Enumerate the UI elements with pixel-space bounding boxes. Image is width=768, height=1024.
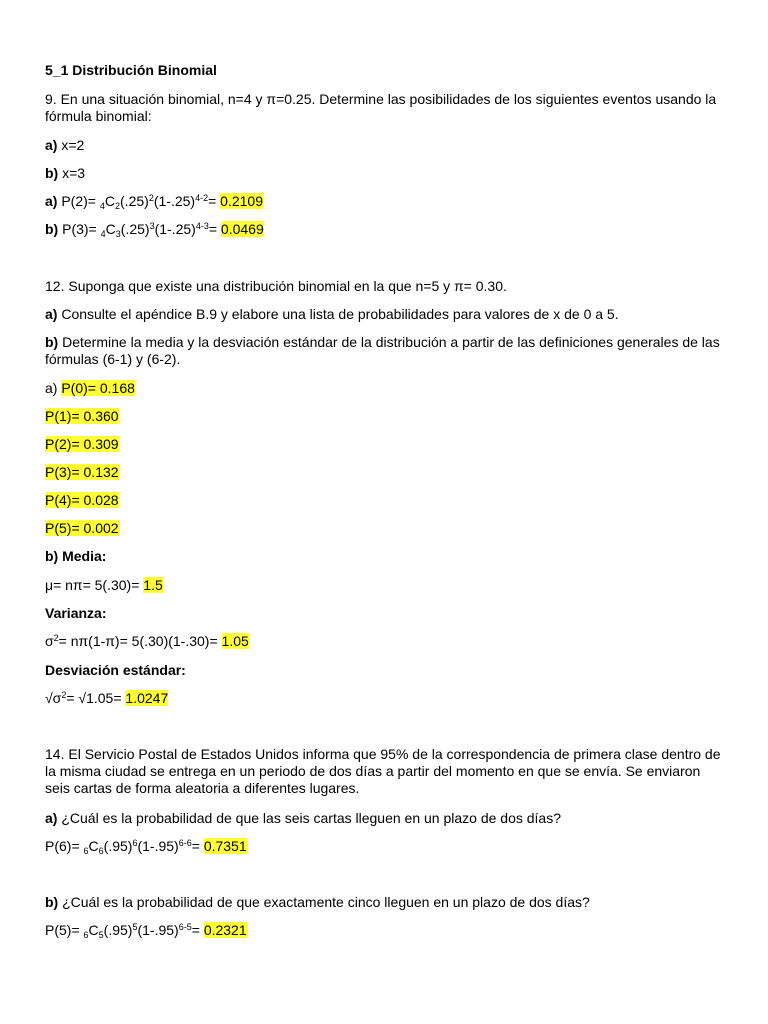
q14-answer-a-n: 6 xyxy=(83,846,89,856)
q14-answer-a-c: C xyxy=(88,838,99,854)
q14-answer-b-k: 5 xyxy=(98,930,104,940)
q9-answer-b-base1: (.25) xyxy=(120,221,150,237)
q14-answer-b-base1: (.95) xyxy=(103,922,133,938)
q12-media-formula: μ= nπ= 5(.30)= xyxy=(45,577,144,593)
q12-varianza-line xyxy=(45,633,725,650)
q12-list-p2 xyxy=(45,436,725,453)
q14-answer-a-base2: (1-.95) xyxy=(137,838,179,854)
q12-desv-root: √σ xyxy=(45,690,62,706)
q12-item-b-label: b) xyxy=(45,334,59,350)
q12-var-result: 1.05 xyxy=(221,633,249,649)
q14-item-b-label: b) xyxy=(45,894,59,910)
q9-item-b-text: x=3 xyxy=(58,165,86,181)
q9-item-b-label: b) xyxy=(45,165,59,181)
q12-media-result: 1.5 xyxy=(143,577,163,593)
q14-prompt: 14. El Servicio Postal de Estados Unidos informa que 95% de la correspondencia de primera clase dentro de la misma ciudad se entrega en un periodo de dos días a partir del momento en que se envía. Se enviaron seis cartas de forma aleatoria a diferentes lugares. xyxy=(45,746,721,796)
q14-answer-a-result: 0.7351 xyxy=(203,838,247,854)
q12-desv-exp: 2 xyxy=(61,690,67,700)
q14-item-b-text: ¿Cuál es la probabilidad de que exactamente cinco lleguen en un plazo de dos días? xyxy=(58,894,590,910)
q9-item-a-label: a) xyxy=(45,137,58,153)
q9-answer-a xyxy=(45,193,725,210)
q14-answer-b-base2: (1-.95) xyxy=(137,922,179,938)
q14-answer-b-exp2: 6-5 xyxy=(178,922,192,932)
q9-answer-a-exp2: 4-2 xyxy=(195,193,209,203)
q14-answer-a xyxy=(45,838,725,855)
q12-p5: P(5)= 0.002 xyxy=(45,520,119,536)
q12-desv-label: Desviación estándar: xyxy=(45,662,186,678)
q14-item-a-label: a) xyxy=(45,810,58,826)
q9-item-a xyxy=(45,137,725,154)
q9-answer-a-eq: = xyxy=(208,193,221,209)
q12-var-exp: 2 xyxy=(53,633,59,643)
q9-answer-b-exp1: 3 xyxy=(149,221,155,231)
q12-p4: P(4)= 0.028 xyxy=(45,492,119,508)
q12-var-sigma: σ xyxy=(45,633,54,649)
q12-list-p4 xyxy=(45,492,725,509)
q9-prompt: 9. En una situación binomial, n=4 y π=0.25. Determine las posibilidades de los siguientes eventos usando la fórmula binomial: xyxy=(45,91,717,124)
q12-desv-line xyxy=(45,690,725,707)
q14-answer-a-p: P(6)= xyxy=(45,838,84,854)
q9-answer-b-base2: (1-.25) xyxy=(154,221,196,237)
q14-answer-a-base1: (.95) xyxy=(103,838,133,854)
q12-p0: P(0)= 0.168 xyxy=(61,380,135,396)
q9-item-b xyxy=(45,165,725,182)
q14-answer-b xyxy=(45,922,725,939)
q9-answer-b-exp2: 4-3 xyxy=(195,221,209,231)
q9-answer-a-c: C xyxy=(104,193,115,209)
q9-answer-a-base1: (.25) xyxy=(120,193,149,209)
q9-answer-b-k: 3 xyxy=(115,229,121,239)
q12-media-line xyxy=(45,577,725,594)
section-title: 5_1 Distribución Binomial xyxy=(45,62,217,78)
q9-answer-a-k: 2 xyxy=(115,201,121,211)
q14-answer-b-c: C xyxy=(88,922,99,938)
q9-answer-a-label: a) xyxy=(45,193,58,209)
q9-answer-b-p: P(3)= xyxy=(58,221,101,237)
q14-answer-b-n: 6 xyxy=(83,930,89,940)
q12-item-a-text: Consulte el apéndice B.9 y elabore una lista de probabilidades para valores de x de 0 a 5. xyxy=(57,306,619,322)
q14-answer-b-p: P(5)= xyxy=(45,922,84,938)
q12-list-p3 xyxy=(45,464,725,481)
q12-item-a xyxy=(45,306,725,323)
q12-varianza-label: Varianza: xyxy=(45,605,107,621)
q14-answer-a-eq: = xyxy=(191,838,204,854)
q12-prompt: 12. Suponga que existe una distribución binomial en la que n=5 y π= 0.30. xyxy=(45,278,507,294)
q9-answer-b-c: C xyxy=(105,221,116,237)
q14-answer-b-exp1: 5 xyxy=(132,922,138,932)
q9-answer-b-result: 0.0469 xyxy=(220,221,264,237)
q14-item-b xyxy=(45,894,725,911)
q14-answer-b-eq: = xyxy=(191,922,204,938)
q12-desv-result: 1.0247 xyxy=(125,690,169,706)
q12-item-b-text: Determine la media y la desviación estándar de la distribución a partir de las definiciones generales de las fórmulas (6-1) y (6-2). xyxy=(45,334,720,367)
q9-answer-a-p: P(2)= xyxy=(57,193,100,209)
q9-answer-b xyxy=(45,221,725,238)
q14-answer-a-exp2: 6-6 xyxy=(178,838,192,848)
q14-answer-a-exp1: 6 xyxy=(132,838,138,848)
q9-answer-a-result: 0.2109 xyxy=(220,193,263,209)
q14-answer-b-result: 0.2321 xyxy=(203,922,247,938)
q12-list-p5 xyxy=(45,520,725,537)
q9-answer-b-eq: = xyxy=(208,221,221,237)
q12-item-a-label: a) xyxy=(45,306,58,322)
q9-answer-a-exp1: 2 xyxy=(148,193,154,203)
q9-item-a-text: x=2 xyxy=(57,137,85,153)
q12-p3: P(3)= 0.132 xyxy=(45,464,119,480)
q9-answer-b-n: 4 xyxy=(100,229,106,239)
q14-answer-a-k: 6 xyxy=(98,846,104,856)
q12-p1: P(1)= 0.360 xyxy=(45,408,119,424)
q12-list-prefix: a) xyxy=(45,380,62,396)
q9-answer-a-n: 4 xyxy=(99,201,105,211)
q14-item-a xyxy=(45,810,725,827)
q12-p2: P(2)= 0.309 xyxy=(45,436,119,452)
q9-answer-b-label: b) xyxy=(45,221,59,237)
q12-list-p0 xyxy=(45,380,725,397)
q12-desv-formula: = √1.05= xyxy=(66,690,126,706)
q14-item-a-text: ¿Cuál es la probabilidad de que las seis cartas lleguen en un plazo de dos días? xyxy=(57,810,562,826)
q12-var-formula: = nπ(1-π)= 5(.30)(1-.30)= xyxy=(58,633,222,649)
q12-media-label: b) Media: xyxy=(45,548,107,564)
q12-item-b xyxy=(45,334,725,368)
q12-list-p1 xyxy=(45,408,725,425)
q9-answer-a-base2: (1-.25) xyxy=(153,193,196,209)
